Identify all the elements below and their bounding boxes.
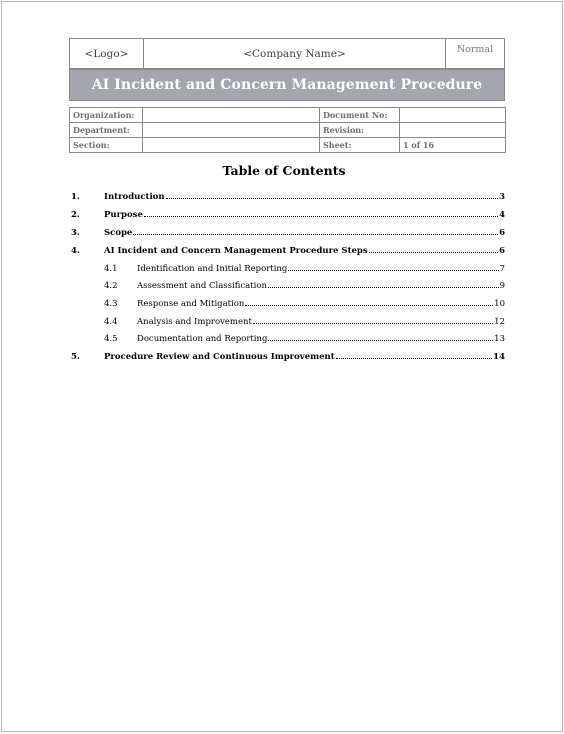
toc-entry-number: 3.	[71, 228, 80, 238]
toc-leader	[253, 315, 493, 324]
toc-entry-label: Documentation and Reporting	[137, 334, 268, 344]
department-label: Department:	[70, 123, 143, 138]
toc-leader	[288, 262, 498, 271]
toc-leader	[268, 279, 499, 288]
document-title-bar	[69, 69, 505, 101]
toc-entry[interactable]	[69, 244, 505, 258]
toc-entry-page: 3	[499, 192, 505, 202]
toc-entry-label: Scope	[104, 228, 133, 238]
status-label: Normal	[446, 39, 505, 69]
toc-entry-number: 4.4	[104, 317, 118, 327]
toc-subentry[interactable]	[69, 315, 505, 329]
toc-entry-number: 1.	[71, 192, 80, 202]
company-name: <Company Name>	[144, 39, 446, 69]
toc-entry-label: Assessment and Classification	[137, 281, 267, 291]
toc-entry-label: AI Incident and Concern Management Procedure Steps	[104, 246, 368, 256]
toc-entry-label: Identification and Initial Reporting	[137, 264, 288, 274]
document-header	[69, 38, 505, 69]
toc-entry-number: 2.	[71, 210, 80, 220]
toc-entry-number: 4.2	[104, 281, 118, 291]
toc-entry-page: 7	[499, 264, 505, 274]
toc-entry[interactable]	[69, 226, 505, 240]
toc-title: Table of Contents	[222, 163, 346, 178]
toc-entry-page: 6	[499, 228, 505, 238]
toc-entry-label: Response and Mitigation	[137, 299, 245, 309]
toc-subentry[interactable]	[69, 262, 505, 276]
toc-entry-label: Purpose	[104, 210, 143, 220]
toc-entry-page: 13	[494, 334, 505, 344]
toc-leader	[144, 208, 498, 217]
sheet-label: Sheet:	[320, 138, 400, 153]
revision-label: Revision:	[320, 123, 400, 138]
toc-entry-label: Procedure Review and Continuous Improvement	[104, 352, 335, 362]
toc-subentry[interactable]	[69, 297, 505, 311]
toc-entry-page: 4	[499, 210, 505, 220]
toc-entry-number: 4.	[71, 246, 80, 256]
toc-entry[interactable]	[69, 208, 505, 222]
department-value	[143, 123, 320, 138]
toc-entry[interactable]	[69, 190, 505, 204]
toc-entry-number: 4.5	[104, 334, 118, 344]
toc-entry-page: 10	[494, 299, 505, 309]
toc-leader	[245, 297, 493, 306]
toc-entry-page: 12	[494, 317, 505, 327]
toc-entry[interactable]	[69, 350, 505, 364]
revision-value	[400, 123, 506, 138]
toc-leader	[166, 190, 499, 199]
logo-placeholder: <Logo>	[70, 39, 144, 69]
toc-subentry[interactable]	[69, 279, 505, 293]
toc-entry-page: 9	[499, 281, 505, 291]
toc-entry-number: 5.	[71, 352, 80, 362]
toc-entry-number: 4.3	[104, 299, 118, 309]
toc-leader	[133, 226, 498, 235]
section-value	[143, 138, 320, 153]
document-info-table	[69, 107, 506, 153]
sheet-value: 1 of 16	[400, 138, 506, 153]
toc-entry-label: Analysis and Improvement	[137, 317, 252, 327]
organization-value	[143, 108, 320, 123]
toc-entry-label: Introduction	[104, 192, 165, 202]
toc-entry-page: 14	[493, 352, 505, 362]
toc-leader	[336, 350, 493, 359]
toc-entry-page: 6	[499, 246, 505, 256]
document-no-label: Document No:	[320, 108, 400, 123]
document-title: AI Incident and Concern Management Procedure	[91, 77, 483, 93]
toc-subentry[interactable]	[69, 332, 505, 346]
toc-entry-number: 4.1	[104, 264, 118, 274]
document-page	[1, 1, 563, 732]
toc-leader	[369, 244, 498, 253]
document-no-value	[400, 108, 506, 123]
toc-leader	[268, 332, 493, 341]
organization-label: Organization:	[70, 108, 143, 123]
section-label: Section:	[70, 138, 143, 153]
